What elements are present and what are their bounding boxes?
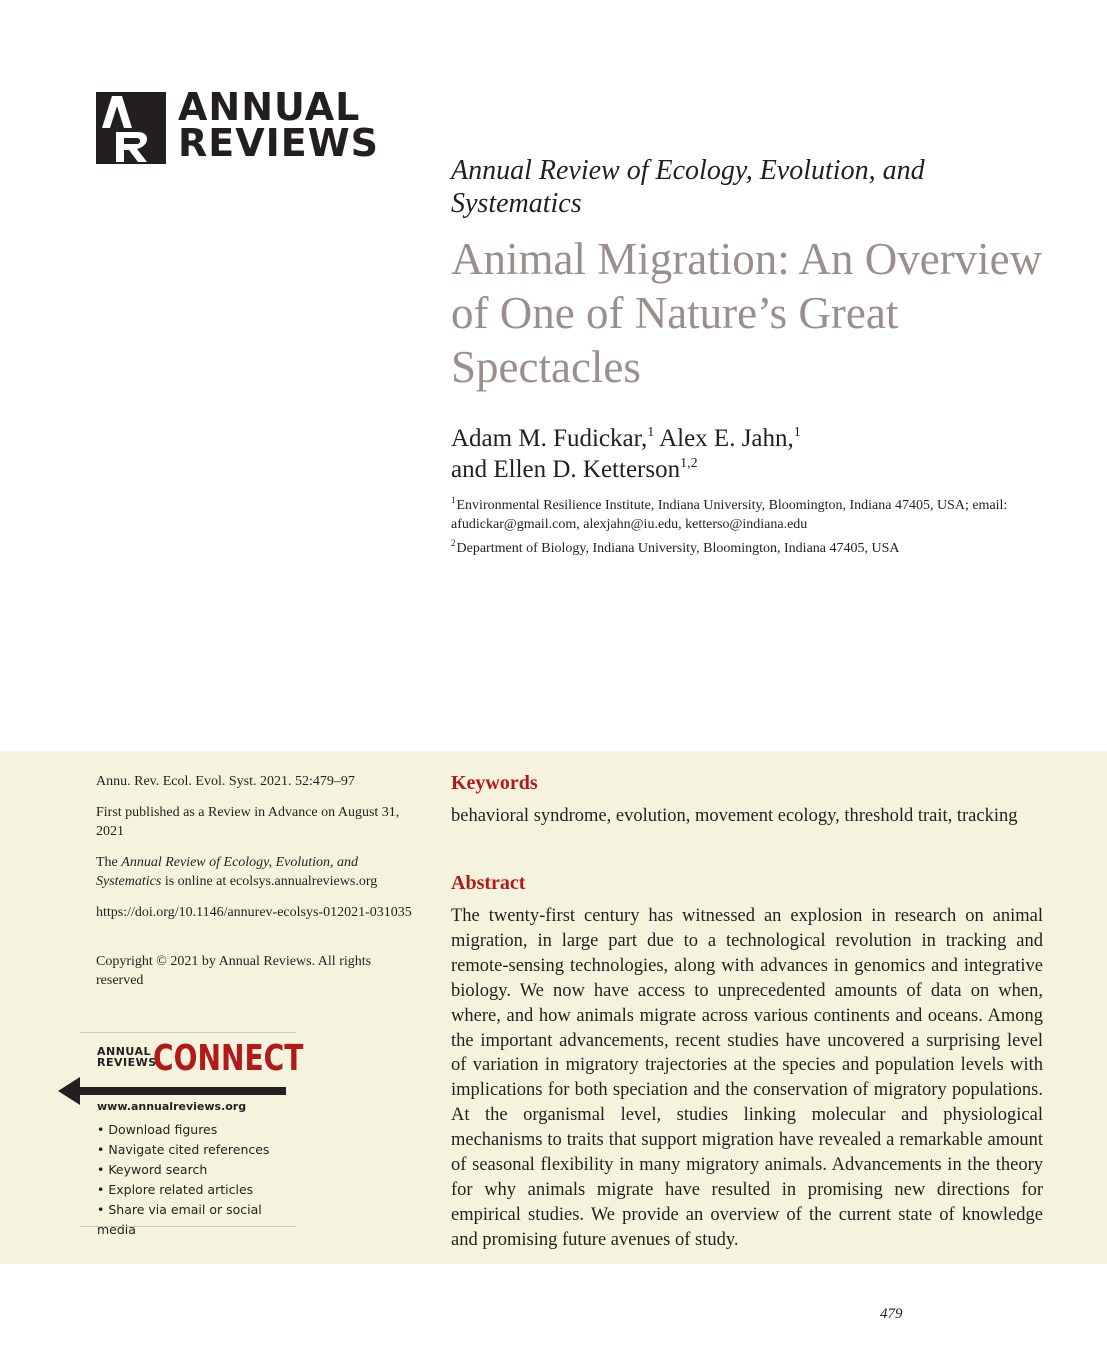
logo-wordmark bbox=[178, 85, 380, 165]
published-date: First published as a Review in Advance on August 31, 2021 bbox=[96, 805, 400, 839]
abstract-heading: Abstract bbox=[451, 872, 526, 894]
author-jahn: Alex E. Jahn, bbox=[654, 425, 794, 452]
connect-divider-bottom bbox=[80, 1226, 296, 1227]
online-notice-journal: Annual Review of Ecology, Evolution, and Systematics bbox=[96, 855, 359, 889]
list-item: • Navigate cited references bbox=[97, 1140, 296, 1160]
author-affil-mark: 1 bbox=[647, 425, 655, 440]
abstract-text: The twenty-first century has witnessed an explosion in research on animal migration, in large part due to a technological revolution in tracking and remote-sensing technologies, along with advances in genomics and integrative biology. We now have access to unprecedented amounts of data on when, where, and how animals migrate across various continents and oceans. Among the important advancements, recent studies have uncovered a surprising level of variation in migratory trajectories at the species and population levels with implications for both speciation and the conservation of migratory populations. At the organismal level, studies linking molecular and physiological mechanisms to traits that support migration have revealed a remarkable amount of seasonal flexibility in many migratory animals. Advancements in the theory for why animals migrate have resulted in promising new directions for empirical studies. We provide an overview of the current state of knowledge and promising future avenues of study. bbox=[451, 906, 1043, 1250]
online-notice-post: is online at ecolsys.annualreviews.org bbox=[161, 874, 378, 889]
connect-brand bbox=[97, 1046, 157, 1068]
connect-divider-top bbox=[80, 1032, 296, 1033]
connect-url[interactable]: www.annualreviews.org bbox=[97, 1100, 247, 1113]
affiliation-mark: 2 bbox=[451, 538, 456, 548]
article-title: Animal Migration: An Overview of One of Nature’s Great Spectacles bbox=[451, 234, 1043, 392]
journal-name: Annual Review of Ecology, Evolution, and Systematics bbox=[451, 155, 925, 219]
copyright: Copyright © 2021 by Annual Reviews. All rights reserved bbox=[96, 954, 372, 988]
author-affil-mark: 1 bbox=[793, 425, 801, 440]
author-list bbox=[451, 423, 1051, 485]
list-item: • Download figures bbox=[97, 1120, 296, 1140]
affiliation-1 bbox=[451, 496, 1071, 534]
connect-feature-list bbox=[97, 1120, 296, 1240]
affiliation-text: Environmental Resilience Institute, Indiana University, Bloomington, Indiana 47405, USA; email: afudickar@gmail.com, alexjahn@iu.edu, ketterso@indiana.edu bbox=[451, 498, 1008, 532]
keywords-heading: Keywords bbox=[451, 772, 538, 794]
list-item: • Explore related articles bbox=[97, 1180, 296, 1200]
page-number: 479 bbox=[880, 1306, 903, 1322]
connect-brand-line2: REVIEWS bbox=[97, 1056, 157, 1069]
online-notice-pre: The bbox=[96, 855, 122, 870]
connect-wordmark: CONNECT bbox=[153, 1038, 304, 1079]
logo-line-annual: ANNUAL bbox=[178, 85, 361, 129]
author-ketterson: and Ellen D. Ketterson bbox=[451, 456, 681, 483]
citation: Annu. Rev. Ecol. Evol. Syst. 2021. 52:479–97 bbox=[96, 774, 355, 789]
logo-line-reviews: REVIEWS bbox=[178, 121, 380, 165]
list-item: • Share via email or social media bbox=[97, 1200, 296, 1240]
affiliation-2 bbox=[451, 539, 1071, 558]
online-notice bbox=[96, 853, 416, 891]
keywords-text: behavioral syndrome, evolution, movement ecology, threshold trait, tracking bbox=[451, 806, 1018, 826]
affiliation-mark: 1 bbox=[451, 495, 456, 505]
annual-reviews-connect-box[interactable] bbox=[80, 1032, 304, 1237]
annual-reviews-logo bbox=[96, 85, 380, 166]
affiliation-text: Department of Biology, Indiana University, Bloomington, Indiana 47405, USA bbox=[456, 541, 900, 556]
connect-brand-line1: ANNUAL bbox=[97, 1045, 152, 1058]
author-fudickar: Adam M. Fudickar, bbox=[451, 425, 648, 452]
list-item: • Keyword search bbox=[97, 1160, 296, 1180]
author-affil-mark: 1,2 bbox=[680, 456, 698, 471]
ar-logo-mark-icon bbox=[96, 92, 166, 164]
doi-link[interactable]: https://doi.org/10.1146/annurev-ecolsys-012021-031035 bbox=[96, 905, 412, 920]
